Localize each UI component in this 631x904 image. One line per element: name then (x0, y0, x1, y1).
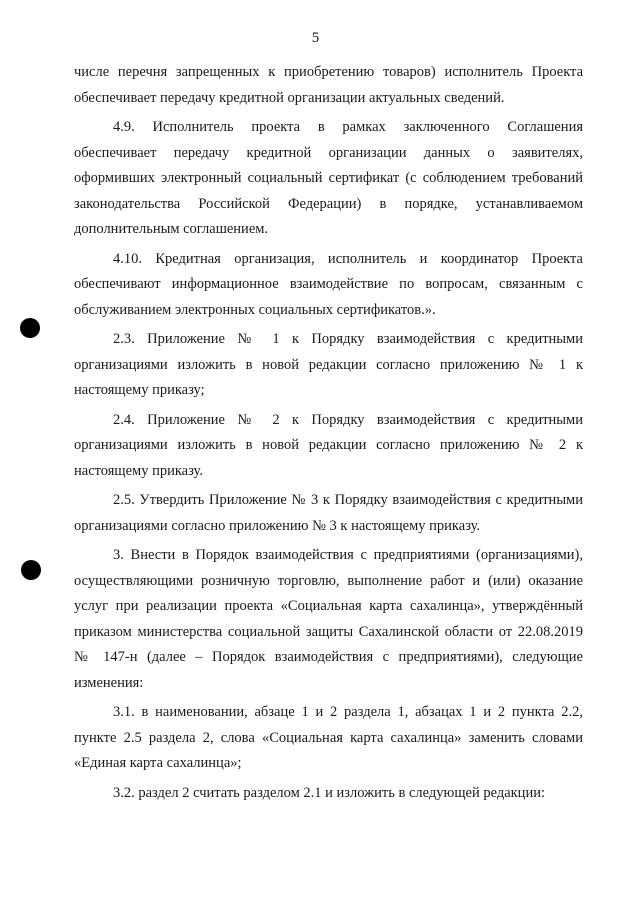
paragraph-3-2: 3.2. раздел 2 считать разделом 2.1 и изложить в следующей редакции: (113, 784, 545, 801)
punch-hole-mark (21, 560, 41, 580)
paragraph-2-5: 2.5. Утвердить Приложение № 3 к Порядку взаимодействия с кредитными организациями согласно приложению № 3 к настоящему приказу. (74, 492, 583, 534)
paragraph-3: 3. Внести в Порядок взаимодействия с предприятиями (организациями), осуществляющими розничную торговлю, выполнение работ и (или) оказание услуг при реализации проекта «Социальная карта сахалинца», утверждённый приказом министерства социальной защиты Сахалинской области от 22.08.2019 № 147-н (далее – Порядок взаимодействия с предприятиями), следующие изменения: (74, 547, 583, 691)
page-number: 5 (311, 30, 320, 46)
paragraph-4-10: 4.10. Кредитная организация, исполнитель и координатор Проекта обеспечивают информационное взаимодействие по вопросам, связанным с обслуживанием электронных социальных сертификатов.». (74, 250, 583, 318)
paragraph-4-9: 4.9. Исполнитель проекта в рамках заключенного Соглашения обеспечивает передачу кредитной организации данных о заявителях, оформивших электронный социальный сертификат (с соблюдением требований законодательства Российской Федерации) в порядке, устанавливаемом дополнительным соглашением. (74, 119, 583, 237)
paragraph-2-4: 2.4. Приложение № 2 к Порядку взаимодействия с кредитными организациями изложить в новой редакции согласно приложению № 2 к настоящему приказу. (74, 411, 583, 479)
paragraph-2-3: 2.3. Приложение № 1 к Порядку взаимодействия с кредитными организациями изложить в новой редакции согласно приложению № 1 к настоящему приказу; (74, 331, 583, 398)
punch-hole-mark (20, 318, 40, 338)
paragraph-3-1: 3.1. в наименовании, абзаце 1 и 2 раздела 1, абзацах 1 и 2 пункта 2.2, пункте 2.5 раздела 2, слова «Социальная карта сахалинца» заменить словами «Единая карта сахалинца»; (74, 704, 583, 771)
paragraph-continuation: числе перечня запрещенных к приобретению товаров) исполнитель Проекта обеспечивает передачу кредитной организации актуальных сведений. (74, 64, 583, 106)
document-body (74, 60, 583, 810)
